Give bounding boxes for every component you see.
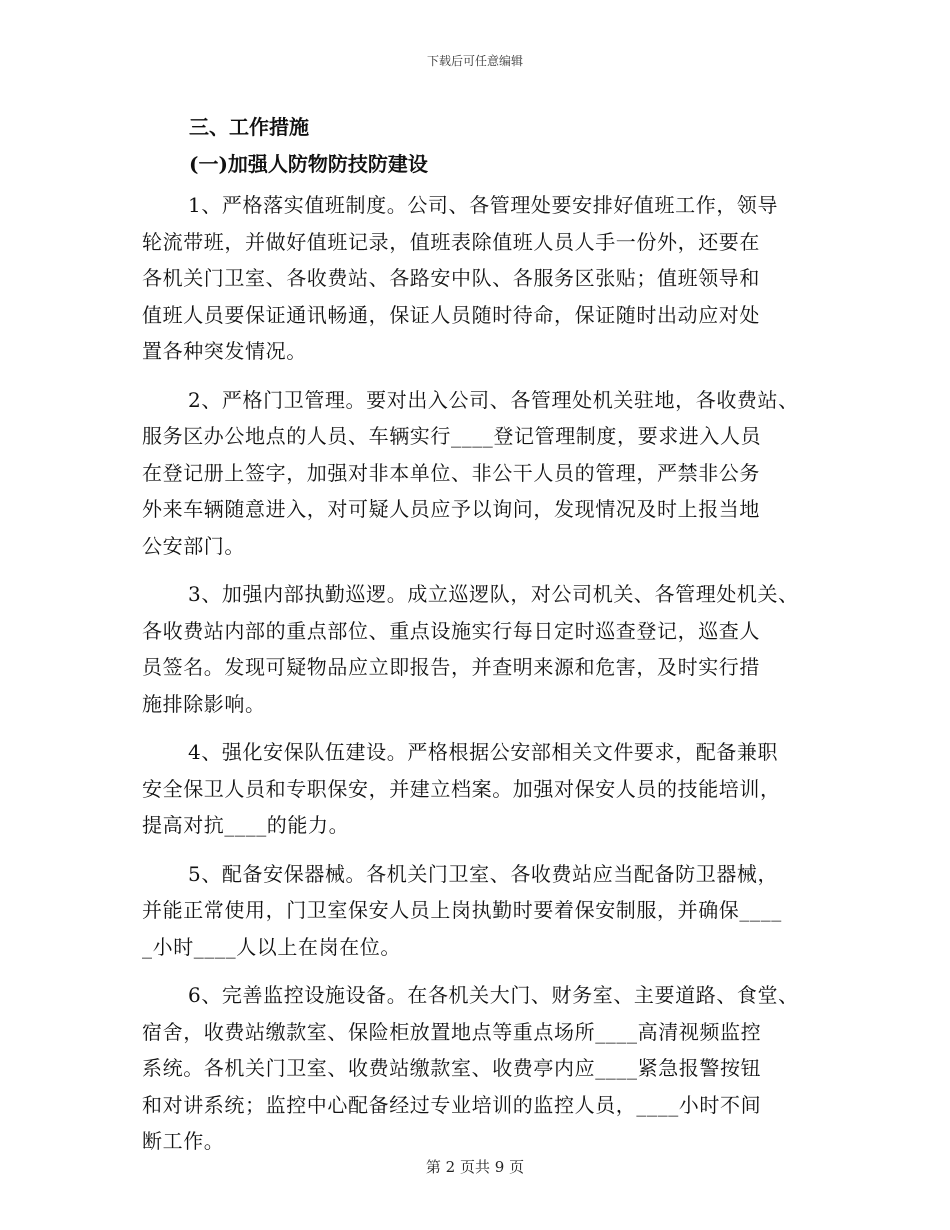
paragraph-line: 6、完善监控设施设备。在各机关大门、财务室、主要道路、食堂、 <box>188 983 799 1007</box>
paragraph-line: 施排除影响。 <box>142 691 266 716</box>
paragraph-line: 1、严格落实值班制度。公司、各管理处要安排好值班工作，领导 <box>188 193 779 217</box>
paragraph-line: 4、强化安保队伍建设。严格根据公安部相关文件要求，配备兼职 <box>188 740 779 764</box>
paragraph-3 <box>142 576 822 722</box>
paragraph-line: 在登记册上签字，加强对非本单位、非公干人员的管理，严禁非公务 <box>142 460 760 485</box>
paragraph-line: 安全保卫人员和专职保安，并建立档案。加强对保安人员的技能培训， <box>142 776 781 801</box>
subsection-title: (一)加强人防物防技防建设 <box>189 152 428 176</box>
paragraph-line: 2、严格门卫管理。要对出入公司、各管理处机关驻地，各收费站、 <box>188 387 799 412</box>
paragraph-line: 并能正常使用，门卫室保安人员上岗执勤时要着保安制服，并确保____ <box>142 898 782 922</box>
paragraph-line: 值班人员要保证通讯畅通，保证人员随时待命，保证随时出动应对处 <box>142 302 760 327</box>
paragraph-line: 提高对抗____的能力。 <box>142 813 350 837</box>
paragraph-line: 员签名。发现可疑物品应立即报告，并查明来源和危害，及时实行措 <box>142 655 760 679</box>
paragraph-line: 3、加强内部执勤巡逻。成立巡逻队，对公司机关、各管理处机关、 <box>188 582 799 606</box>
page-header: 下载后可任意编辑 <box>426 54 523 68</box>
section-title: 三、工作措施 <box>189 115 309 139</box>
page-number: 第 2 页共 9 页 <box>425 1158 525 1176</box>
paragraph-5 <box>142 856 822 966</box>
paragraph-line: 服务区办公地点的人员、车辆实行____登记管理制度，要求进入人员 <box>142 424 762 448</box>
paragraph-line: 轮流带班，并做好值班记录，值班表除值班人员人手一份外，还要在 <box>142 229 760 254</box>
paragraph-line: 5、配备安保器械。各机关门卫室、各收费站应当配备防卫器械， <box>188 861 779 886</box>
paragraph-line: 系统。各机关门卫室、收费站缴款室、收费亭内应____紧急报警按钮 <box>142 1056 762 1080</box>
document-body <box>142 112 822 1172</box>
paragraph-line: 各机关门卫室、各收费站、各路安中队、各服务区张贴；值班领导和 <box>142 266 760 290</box>
paragraph-line: _小时____人以上在岗在位。 <box>142 934 401 959</box>
paragraph-line: 外来车辆随意进入，对可疑人员应予以询问，发现情况及时上报当地 <box>142 497 760 521</box>
paragraph-4 <box>142 734 822 844</box>
paragraph-line: 和对讲系统；监控中心配备经过专业培训的监控人员，____小时不间 <box>142 1092 762 1117</box>
paragraph-line: 断工作。 <box>142 1129 225 1153</box>
paragraph-line: 宿舍，收费站缴款室、保险柜放置地点等重点场所____高清视频监控 <box>142 1019 762 1044</box>
paragraph-line: 置各种突发情况。 <box>142 339 307 363</box>
paragraph-2 <box>142 382 822 565</box>
paragraph-line: 公安部门。 <box>142 533 245 558</box>
paragraph-line: 各收费站内部的重点部位、重点设施实行每日定时巡查登记，巡查人 <box>142 618 760 643</box>
paragraph-6 <box>142 977 822 1160</box>
paragraph-1 <box>142 187 822 370</box>
